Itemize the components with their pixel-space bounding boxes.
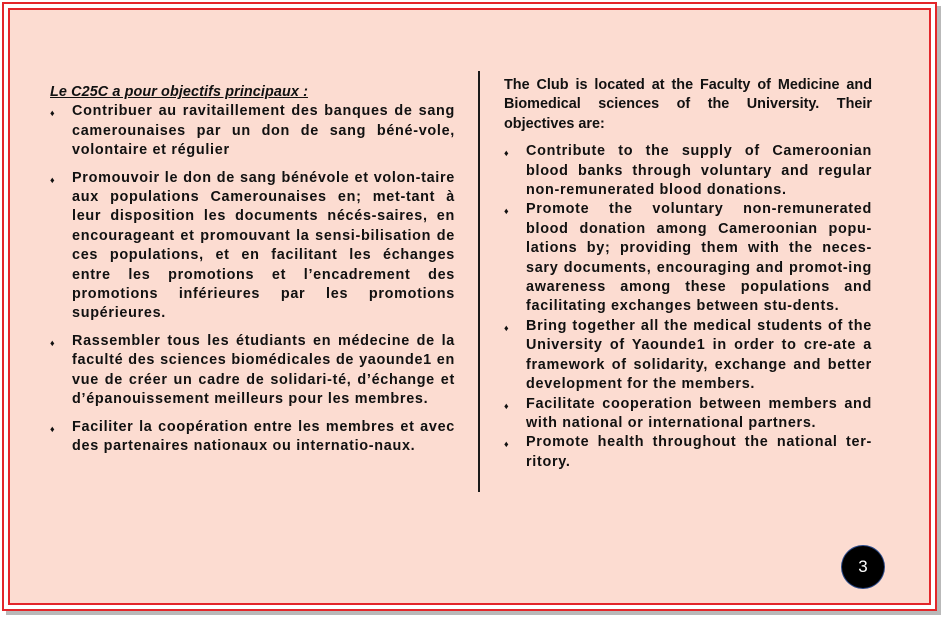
diamond-bullet-icon: ♦	[50, 423, 56, 434]
diamond-bullet-icon: ♦	[504, 148, 510, 159]
diamond-bullet-icon: ♦	[50, 337, 56, 348]
diamond-bullet-icon: ♦	[50, 108, 56, 119]
english-column	[504, 76, 872, 472]
list-item	[50, 102, 455, 160]
list-item-text: Promote health throughout the national ter-ritory.	[526, 434, 872, 470]
diamond-bullet-icon: ♦	[504, 206, 510, 217]
list-item	[504, 200, 872, 316]
french-column	[50, 83, 455, 464]
list-item-text: Facilitate cooperation between members and with national or international partners.	[526, 395, 872, 431]
english-intro: The Club is located at the Faculty of Medicine and Biomedical sciences of the University. Their objectives are:	[504, 77, 872, 132]
list-item	[50, 169, 455, 324]
list-item-text: Bring together all the medical students of the University of Yaounde1 in order to cre-ate a framework of solidarity, exchange and better development for the members.	[526, 317, 872, 393]
page-number-badge	[842, 546, 884, 588]
page-shadow-right	[937, 6, 941, 613]
diamond-bullet-icon: ♦	[50, 174, 56, 185]
list-item-text: Promouvoir le don de sang bénévole et volon-taire aux populations Camerounaises en; met-tant à leur disposition les documents nécés-saires, en encourageant et promouvant la sensi-bilisation de ces populations, et en facilitant les échanges entre les promotions et l’encadrement des promotions inférieures par les promotions supérieures.	[72, 169, 455, 322]
list-item	[504, 395, 872, 434]
french-heading: Le C25C a pour objectifs principaux :	[50, 84, 308, 100]
list-item-text: Contribute to the supply of Cameroonian blood banks through voluntary and regular non-remunerated blood donations.	[526, 143, 872, 199]
page-number: 3	[858, 557, 868, 576]
column-divider	[478, 71, 480, 492]
list-item-text: Rassembler tous les étudiants en médecine de la faculté des sciences biomédicales de yaounde1 en vue de créer un cadre de solidari-té, d’échange et d’épanouissement meilleurs pour les membres.	[72, 332, 455, 408]
list-item-text: Promote the voluntary non-remunerated blood donation among Cameroonian popu-lations by; providing them with the neces-sary documents, encouraging and promot-ing awareness among these populations and facilitating exchanges between stu-dents.	[526, 201, 872, 315]
list-item	[504, 142, 872, 200]
diamond-bullet-icon: ♦	[504, 400, 510, 411]
diamond-bullet-icon: ♦	[504, 322, 510, 333]
list-item	[50, 418, 455, 457]
page-shadow-bottom	[6, 611, 941, 615]
french-objectives-list	[50, 102, 455, 456]
list-item	[50, 332, 455, 410]
diamond-bullet-icon: ♦	[504, 439, 510, 450]
list-item-text: Contribuer au ravitaillement des banques de sang camerounaises par un don de sang béné-vole, volontaire et régulier	[72, 103, 455, 159]
list-item	[504, 317, 872, 395]
list-item-text: Faciliter la coopération entre les membres et avec des partenaires nationaux ou internatio-naux.	[72, 418, 455, 454]
list-item	[504, 433, 872, 472]
english-objectives-list	[504, 142, 872, 472]
